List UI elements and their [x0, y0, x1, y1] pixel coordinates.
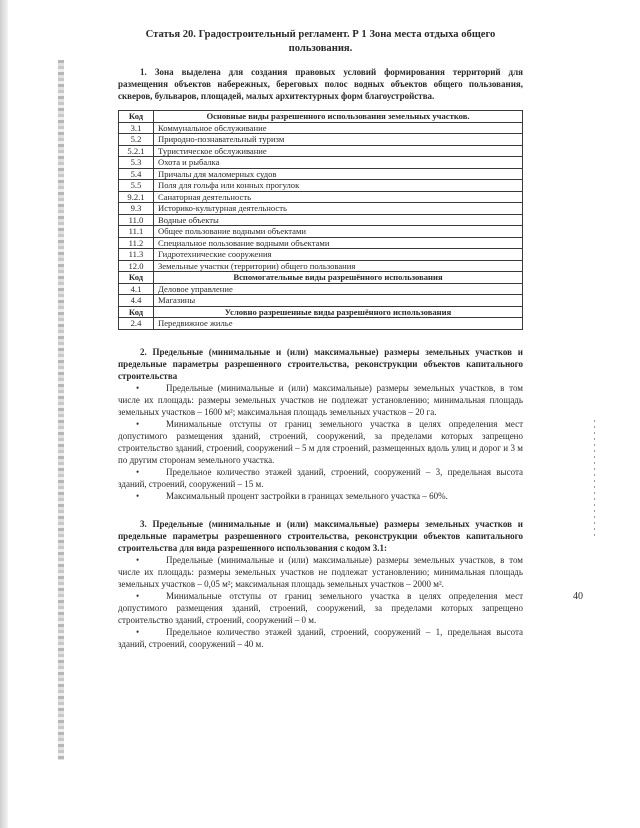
table-section-header-row — [119, 306, 523, 318]
bullet-text: Максимальный процент застройки в границах земельного участка – 60%. — [166, 490, 448, 501]
section-3-bullets — [118, 554, 523, 650]
table-section-code-header: Код — [119, 306, 154, 318]
table-section-header-row — [119, 272, 523, 284]
table-cell-code: 9.2.1 — [119, 191, 154, 203]
table-cell-code: 11.3 — [119, 249, 154, 261]
article-title-line-2: пользования. — [288, 43, 353, 54]
table-cell-code: 12.0 — [119, 260, 154, 272]
article-title — [118, 28, 523, 56]
table-row — [119, 203, 523, 215]
table-cell-code: 4.4 — [119, 295, 154, 307]
table-row — [119, 237, 523, 249]
table-row — [119, 260, 523, 272]
table-row — [119, 145, 523, 157]
table-cell-code: 2.4 — [119, 318, 154, 330]
bullet-item — [118, 554, 523, 590]
bullet-icon: • — [136, 626, 140, 637]
table-row — [119, 157, 523, 169]
table-cell-code: 11.2 — [119, 237, 154, 249]
table-cell-code: 5.4 — [119, 168, 154, 180]
page-number: 40 — [573, 591, 583, 602]
bullet-text: Минимальные отступы от границ земельного участка в целях определения мест допустимого размещения зданий, строений, сооружений, за пределами которых запрещено строительство зданий, строений, сооружений – 0 м. — [118, 590, 523, 625]
document-page — [118, 28, 523, 650]
table-cell-code: 5.5 — [119, 180, 154, 192]
bullet-icon: • — [136, 466, 140, 477]
table-cell-name: Земельные участки (территории) общего пользования — [154, 260, 523, 272]
scan-edge-shadow — [0, 0, 8, 828]
table-cell-name: Охота и рыбалка — [154, 157, 523, 169]
table-code-header: Код — [119, 111, 154, 123]
table-row — [119, 122, 523, 134]
table-row — [119, 180, 523, 192]
table-cell-name: Магазины — [154, 295, 523, 307]
table-section-code-header: Код — [119, 272, 154, 284]
bullet-text: Предельное количество этажей зданий, строений, сооружений – 1, предельная высота зданий, строений, сооружений – 40 м. — [118, 626, 523, 649]
bullet-text: Предельные (минимальные и (или) максимальные) размеры земельных участков, в том числе их площадь: размеры земельных участков не подлежат установлению; минимальная площадь земельных участков – 1600 м²; максимальная площадь земельных участков – 20 га. — [118, 382, 523, 417]
bullet-item — [118, 490, 523, 502]
table-row — [119, 168, 523, 180]
table-row — [119, 226, 523, 238]
table-cell-code: 9.3 — [119, 203, 154, 215]
table-cell-code: 5.3 — [119, 157, 154, 169]
table-cell-name: Причалы для маломерных судов — [154, 168, 523, 180]
bullet-icon: • — [136, 382, 140, 393]
table-cell-name: Специальное пользование водными объектами — [154, 237, 523, 249]
table-cell-code: 11.1 — [119, 226, 154, 238]
table-section-header: Вспомогательные виды разрешённого использования — [154, 272, 523, 284]
table-section-header: Условно разрешенные виды разрешённого использования — [154, 306, 523, 318]
bullet-item — [118, 590, 523, 626]
bullet-item — [118, 418, 523, 466]
scan-binding-strip — [58, 60, 64, 760]
scan-margin-marks — [594, 420, 595, 540]
table-cell-name: Коммунальное обслуживание — [154, 122, 523, 134]
table-cell-name: Туристическое обслуживание — [154, 145, 523, 157]
bullet-icon: • — [136, 590, 140, 601]
table-cell-name: Деловое управление — [154, 283, 523, 295]
table-row — [119, 249, 523, 261]
table-cell-name: Природно-познавательный туризм — [154, 134, 523, 146]
table-cell-code: 11.0 — [119, 214, 154, 226]
table-row — [119, 318, 523, 330]
table-row — [119, 283, 523, 295]
bullet-icon: • — [136, 418, 140, 429]
table-cell-name: Водные объекты — [154, 214, 523, 226]
section-3-heading: 3. Предельные (минимальные и (или) максимальные) размеры земельных участков и предельные параметры разрешенного строительства, реконструкции объектов капитального строительства для вида разрешенного использования с кодом 3.1: — [118, 518, 523, 553]
article-title-line-1: Статья 20. Градостроительный регламент. Р 1 Зона места отдыха общего — [145, 29, 496, 40]
table-cell-code: 5.2 — [119, 134, 154, 146]
table-main-header: Основные виды разрешенного использования земельных участков. — [154, 111, 523, 123]
table-row — [119, 214, 523, 226]
table-cell-name: Гидротехнические сооружения — [154, 249, 523, 261]
table-row — [119, 134, 523, 146]
bullet-text: Предельные (минимальные и (или) максимальные) размеры земельных участков, в том числе их площадь: размеры земельных участков не подлежат установлению; минимальная площадь земельных участков – 0,05 м²; максимальная площадь земельных участков – 2000 м². — [118, 554, 523, 589]
table-cell-name: Историко-культурная деятельность — [154, 203, 523, 215]
table-cell-name: Передвижное жилье — [154, 318, 523, 330]
section-1-text: 1. Зона выделена для создания правовых условий формирования территорий для размещения объектов набережных, береговых полос водных объектов общего пользования, скверов, бульваров, площадей, малых архитектурных форм благоустройства. — [118, 67, 523, 101]
bullet-item — [118, 382, 523, 418]
bullet-icon: • — [136, 554, 140, 565]
table-cell-code: 3.1 — [119, 122, 154, 134]
land-use-table — [118, 110, 523, 330]
table-cell-code: 5.2.1 — [119, 145, 154, 157]
section-2-bullets — [118, 382, 523, 502]
section-2-heading: 2. Предельные (минимальные и (или) максимальные) размеры земельных участков и предельные параметры разрешенного строительства, реконструкции объектов капитального строительства — [118, 346, 523, 381]
table-cell-code: 4.1 — [119, 283, 154, 295]
bullet-item — [118, 466, 523, 490]
bullet-icon: • — [136, 490, 140, 501]
table-row — [119, 191, 523, 203]
table-header-row — [119, 111, 523, 123]
table-cell-name: Санаторная деятельность — [154, 191, 523, 203]
bullet-text: Предельное количество этажей зданий, строений, сооружений – 3, предельная высота зданий, строений, сооружений – 15 м. — [118, 466, 523, 489]
bullet-item — [118, 626, 523, 650]
bullet-text: Минимальные отступы от границ земельного участка в целях определения мест допустимого размещения зданий, строений, сооружений, за пределами которых запрещено строительство зданий, строений, сооружений – 5 м для строений, размещенных вдоль улиц и дорог и 3 м по другим сторонам земельного участка. — [118, 418, 523, 465]
table-cell-name: Поля для гольфа или конных прогулок — [154, 180, 523, 192]
table-row — [119, 295, 523, 307]
table-cell-name: Общее пользование водными объектами — [154, 226, 523, 238]
